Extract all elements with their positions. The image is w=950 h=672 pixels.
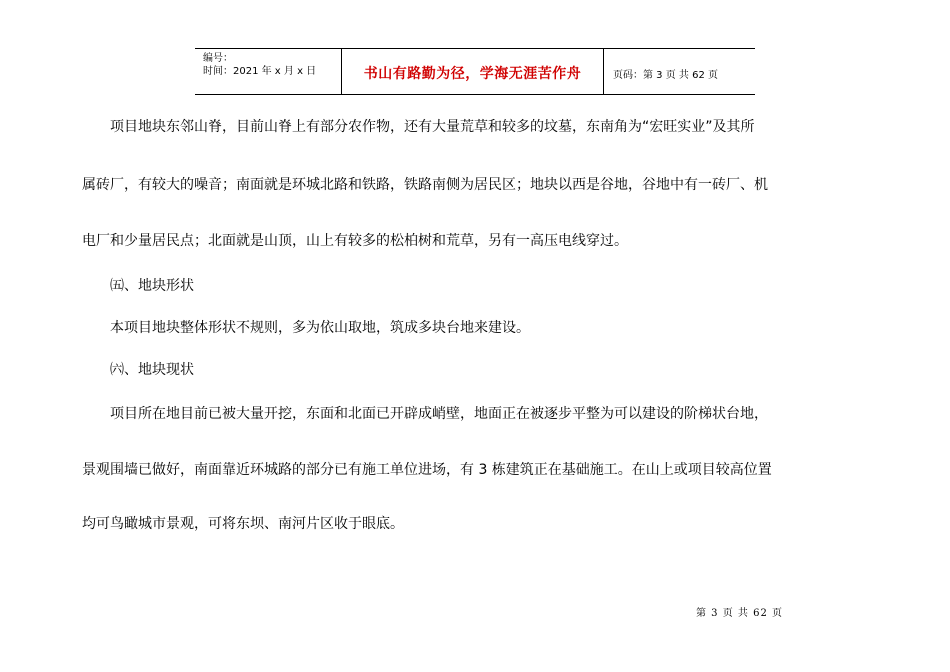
page-footer: 第 3 页 共 62 页	[696, 608, 783, 619]
paragraph-line: 属砖厂，有较大的噪音；南面就是环城北路和铁路，铁路南侧为居民区；地块以西是谷地，谷地中有一砖厂、机	[82, 177, 768, 193]
paragraph-line: 电厂和少量居民点；北面就是山顶，山上有较多的松柏树和荒草，另有一高压电线穿过。	[82, 233, 628, 249]
header-page-code: 页码：第 3 页 共 62 页	[613, 70, 718, 81]
paragraph-line: 项目地块东邻山脊，目前山脊上有部分农作物，还有大量荒草和较多的坟墓，东南角为“宏旺实业”及其所	[110, 119, 755, 135]
header-motto: 书山有路勤为径，学海无涯苦作舟	[342, 49, 604, 94]
section-heading-shape: ㈤、地块形状	[110, 278, 194, 294]
document-number-label: 编号：	[203, 53, 233, 64]
document-time-label: 时间：2021 年 x 月 x 日	[203, 66, 317, 77]
paragraph-line: 景观围墙已做好，南面靠近环城路的部分已有施工单位进场，有 3 栋建筑正在基础施工。在山上或项目较高位置	[82, 462, 772, 478]
paragraph-line: 项目所在地目前已被大量开挖，东面和北面已开辟成峭壁，地面正在被逐步平整为可以建设的阶梯状台地，	[110, 406, 768, 422]
paragraph-line: 本项目地块整体形状不规则，多为依山取地，筑成多块台地来建设。	[110, 320, 530, 336]
header-meta	[195, 49, 342, 94]
page-header	[195, 48, 755, 95]
section-heading-status: ㈥、地块现状	[110, 362, 194, 378]
paragraph-line: 均可鸟瞰城市景观，可将东坝、南河片区收于眼底。	[82, 516, 404, 532]
